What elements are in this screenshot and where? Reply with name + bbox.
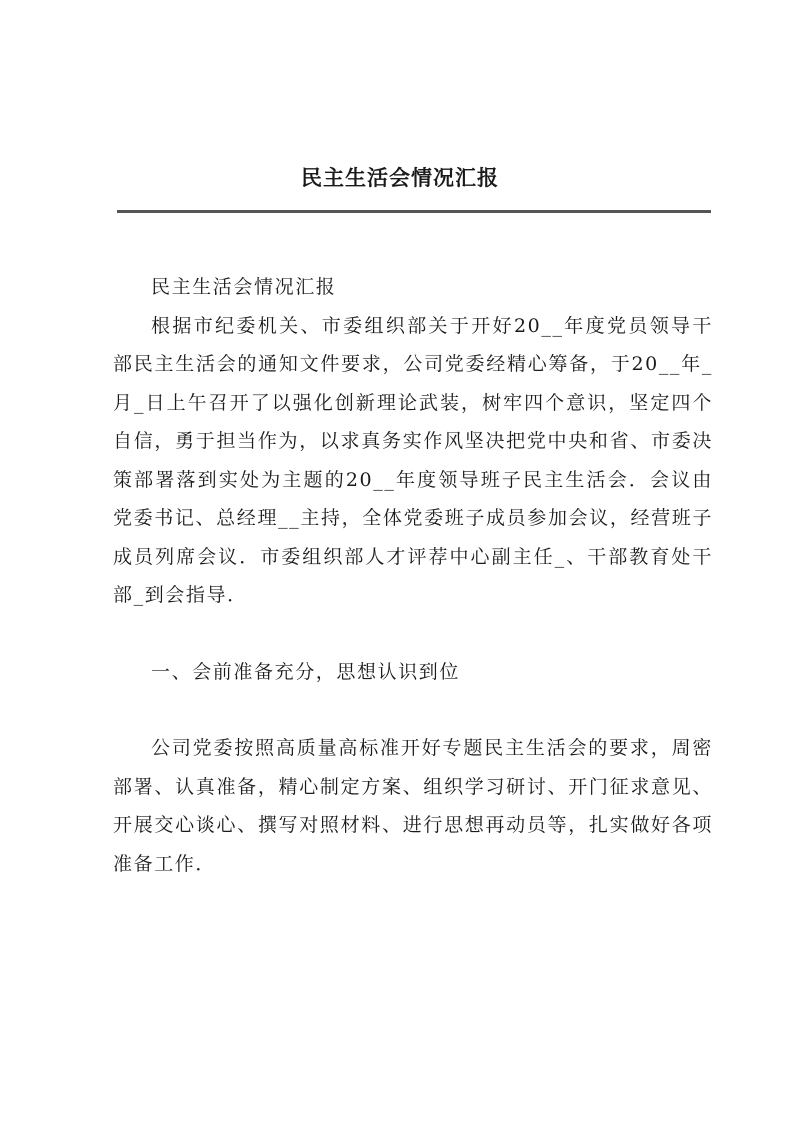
- paragraph-spacer: [113, 615, 713, 653]
- paragraph-preparation: 公司党委按照高质量高标准开好专题民主生活会的要求，周密部署、认真准备，精心制定方案、组织学习研讨、开门征求意见、开展交心谈心、撰写对照材料、进行思想再动员等，扎实做好各项准备工作．: [113, 737, 713, 875]
- section-heading: 一、会前准备充分，思想认识到位: [151, 660, 461, 683]
- body-heading: 民主生活会情况汇报: [151, 276, 337, 298]
- paragraph-spacer: [113, 691, 713, 729]
- document-body: [113, 268, 713, 883]
- paragraph-intro: 根据市纪委机关、市委组织部关于开好20__年度党员领导干部民主生活会的通知文件要求，公司党委经精心筹备，于20__年_月_日上午召开了以强化创新理论武装，树牢四个意识，坚定四个自信，勇于担当作为，以求真务实作风坚决把党中央和省、市委决策部署落到实处为主题的20__年度领导班子民主生活会．会议由党委书记、总经理__主持，全体党委班子成员参加会议，经营班子成员列席会议．市委组织部人才评荐中心副主任_、干部教育处干部_到会指导．: [113, 314, 713, 606]
- title-divider: [117, 210, 711, 213]
- document-title: 民主生活会情况汇报: [301, 165, 499, 190]
